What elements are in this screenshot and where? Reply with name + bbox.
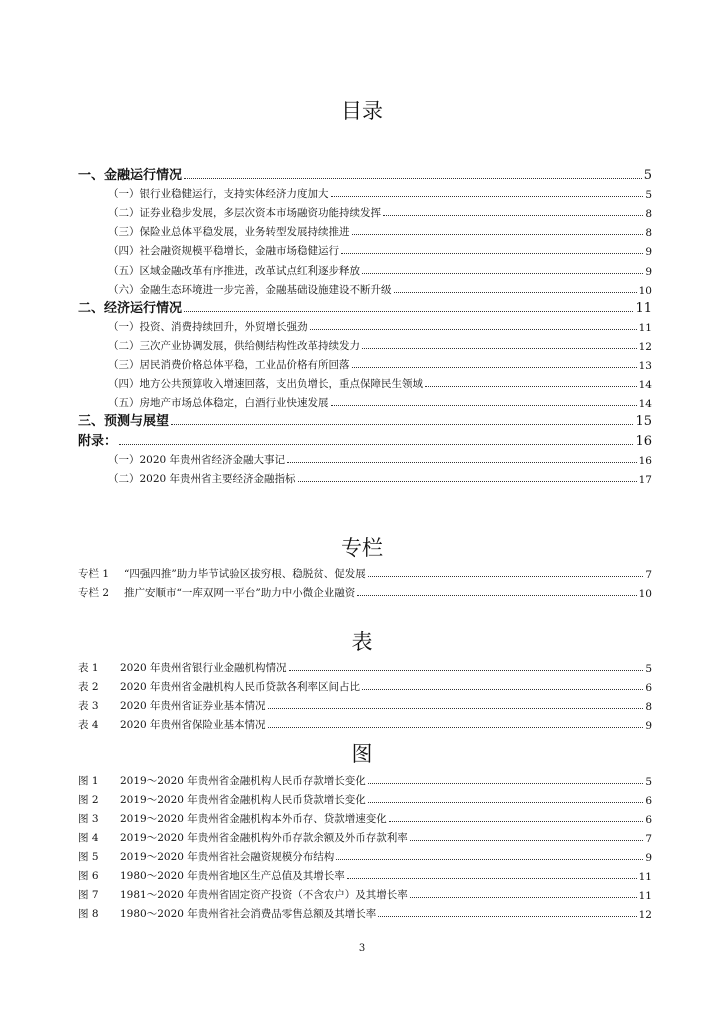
toc-subsection-entry[interactable]: （一）2020 年贵州省经济金融大事记 16 xyxy=(108,454,652,467)
toc-section-entry[interactable]: 一、金融运行情况 5 xyxy=(78,168,652,183)
figure-entry[interactable]: 图 1 2019～2020 年贵州省金融机构人民币存款增长变化 5 xyxy=(78,775,652,788)
toc-subsection-entry[interactable]: （一）银行业稳健运行，支持实体经济力度加大 5 xyxy=(108,188,652,201)
toc-subsection-entry[interactable]: （四）地方公共预算收入增速回落，支出负增长，重点保障民生领域 14 xyxy=(108,378,652,391)
tables-title: 表 xyxy=(351,630,373,654)
toc-subsection-entry[interactable]: （二）证券业稳步发展，多层次资本市场融资功能持续发挥 8 xyxy=(108,207,652,220)
figure-entry[interactable]: 图 6 1980～2020 年贵州省地区生产总值及其增长率 11 xyxy=(78,870,652,883)
figures-title: 图 xyxy=(351,742,373,766)
contents-title: 目录 xyxy=(341,99,383,123)
table-entry[interactable]: 表 3 2020 年贵州省证券业基本情况 8 xyxy=(78,700,652,713)
figure-entry[interactable]: 图 4 2019～2020 年贵州省金融机构外币存款余额及外币存款利率 7 xyxy=(78,832,652,845)
table-entry[interactable]: 表 1 2020 年贵州省银行业金融机构情况 5 xyxy=(78,662,652,675)
figure-entry[interactable]: 图 7 1981～2020 年贵州省固定资产投资（不含农户）及其增长率 11 xyxy=(78,889,652,902)
toc-subsection-entry[interactable]: （三）居民消费价格总体平稳，工业品价格有所回落 13 xyxy=(108,359,652,372)
toc-subsection-entry[interactable]: （六）金融生态环境进一步完善，金融基础设施建设不断升级 10 xyxy=(108,284,652,297)
toc-subsection-entry[interactable]: （二）2020 年贵州省主要经济金融指标 17 xyxy=(108,473,652,486)
toc-section-entry[interactable]: 二、经济运行情况 11 xyxy=(78,301,652,316)
figure-entry[interactable]: 图 8 1980～2020 年贵州省社会消费品零售总额及其增长率 12 xyxy=(78,908,652,921)
toc-subsection-entry[interactable]: （五）区域金融改革有序推进，改革试点红利逐步释放 9 xyxy=(108,265,652,278)
table-entry[interactable]: 表 2 2020 年贵州省金融机构人民币贷款各利率区间占比 6 xyxy=(78,681,652,694)
toc-subsection-entry[interactable]: （三）保险业总体平稳发展，业务转型发展持续推进 8 xyxy=(108,226,652,239)
box-entry[interactable]: 专栏 1 “四强四推”助力毕节试验区拔穷根、稳脱贫、促发展 7 xyxy=(78,568,652,581)
toc-subsection-entry[interactable]: （一）投资、消费持续回升，外贸增长强劲 11 xyxy=(108,321,652,334)
toc-subsection-entry[interactable]: （五）房地产市场总体稳定，白酒行业快速发展 14 xyxy=(108,397,652,410)
boxes-title: 专栏 xyxy=(341,536,383,560)
figure-entry[interactable]: 图 5 2019～2020 年贵州省社会融资规模分布结构 9 xyxy=(78,851,652,864)
figure-entry[interactable]: 图 2 2019～2020 年贵州省金融机构人民币贷款增长变化 6 xyxy=(78,794,652,807)
table-entry[interactable]: 表 4 2020 年贵州省保险业基本情况 9 xyxy=(78,719,652,732)
toc-section-entry[interactable]: 三、预测与展望 15 xyxy=(78,414,652,429)
toc-section-entry[interactable]: 附录： 16 xyxy=(78,434,652,449)
box-entry[interactable]: 专栏 2 推广安顺市“一库双网一平台”助力中小微企业融资 10 xyxy=(78,587,652,600)
page-number: 3 xyxy=(358,943,366,954)
toc-subsection-entry[interactable]: （二）三次产业协调发展，供给侧结构性改革持续发力 12 xyxy=(108,340,652,353)
toc-subsection-entry[interactable]: （四）社会融资规模平稳增长，金融市场稳健运行 9 xyxy=(108,245,652,258)
figure-entry[interactable]: 图 3 2019～2020 年贵州省金融机构本外币存、贷款增速变化 6 xyxy=(78,813,652,826)
